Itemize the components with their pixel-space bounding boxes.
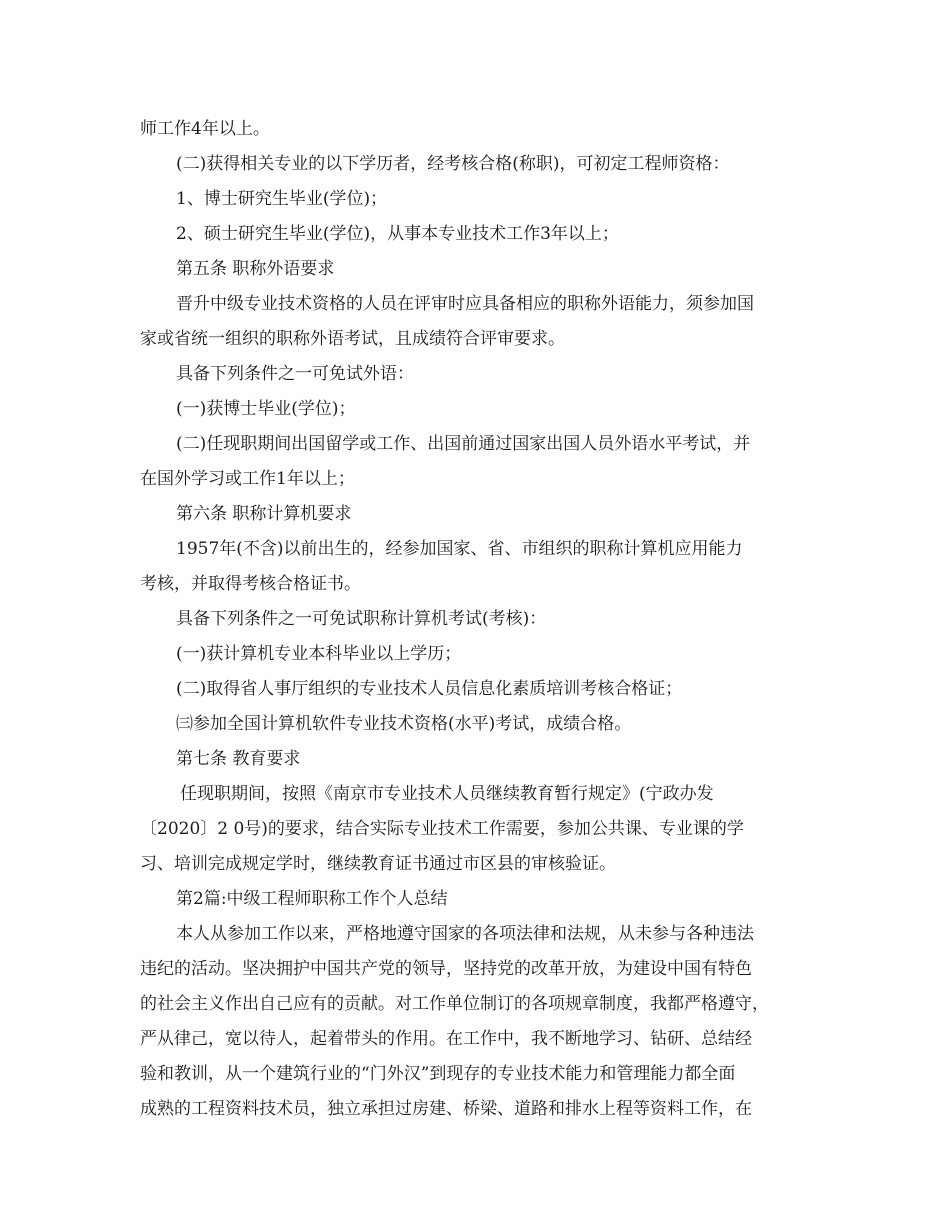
text-line: 成熟的工程资料技术员，独立承担过房建、桥梁、道路和排水上程等资料工作，在 xyxy=(140,1099,752,1119)
section-heading: 第七条 教育要求 xyxy=(176,749,301,769)
section-heading: 第五条 职称外语要求 xyxy=(176,259,335,279)
text-line: 1、博士研究生毕业(学位)； xyxy=(176,189,388,209)
text-line: 严从律己，宽以待人，起着带头的作用。在工作中，我不断地学习、钻研、总结经 xyxy=(140,1029,752,1049)
text-line: 在国外学习或工作1年以上； xyxy=(140,469,355,489)
text-line: ㈢参加全国计算机软件专业技术资格(水平)考试，成绩合格。 xyxy=(176,714,632,734)
text-line: 2、硕士研究生毕业(学位)，从事本专业技术工作3年以上； xyxy=(176,224,619,244)
text-line: 晋升中级专业技术资格的人员在评审时应具备相应的职称外语能力，须参加国 xyxy=(176,294,754,314)
text-line: 师工作4年以上。 xyxy=(140,119,270,139)
text-line: 具备下列条件之一可免试外语： xyxy=(176,364,414,384)
text-line: 具备下列条件之一可免试职称计算机考试(考核)： xyxy=(176,609,547,629)
text-line: 考核，并取得考核合格证书。 xyxy=(140,574,361,594)
text-line: 本人从参加工作以来，严格地遵守国家的各项法律和法规，从未参与各种违法 xyxy=(176,924,754,944)
text-line: (二)取得省人事厅组织的专业技术人员信息化素质培训考核合格证； xyxy=(176,679,683,699)
text-line: (二)任现职期间出国留学或工作、出国前通过国家出国人员外语水平考试，并 xyxy=(176,434,751,454)
text-line: 验和教训，从一个建筑行业的“门外汉”到现存的专业技术能力和管理能力都全面 xyxy=(140,1064,736,1084)
text-line: 任现职期间，按照《南京市专业技术人员继续教育暂行规定》(宁政办发 xyxy=(180,784,714,804)
text-line: 〔2020〕2 0号)的要求，结合实际专业技术工作需要，参加公共课、专业课的学 xyxy=(140,819,744,839)
text-line: 家或省统一组织的职称外语考试，且成绩符合评审要求。 xyxy=(140,329,565,349)
text-line: (一)获博士毕业(学位)； xyxy=(176,399,356,419)
text-line: (一)获计算机专业本科毕业以上学历； xyxy=(176,644,462,664)
text-line: 的社会主义作出自己应有的贡献。对工作单位制订的各项规章制度，我都严格遵守， xyxy=(140,994,769,1014)
text-line: 违纪的活动。坚决拥护中国共产党的领导，坚持党的改革开放，为建设中国有特色 xyxy=(140,959,752,979)
text-line: (二)获得相关专业的以下学历者，经考核合格(称职)，可初定工程师资格： xyxy=(176,154,730,174)
text-line: 1957年(不含)以前出生的，经参加国家、省、市组织的职称计算机应用能力 xyxy=(176,539,743,559)
section-heading: 第六条 职称计算机要求 xyxy=(176,504,352,524)
section-heading: 第2篇:中级工程师职称工作个人总结 xyxy=(176,889,448,909)
text-line: 习、培训完成规定学时，继续教育证书通过市区县的审核验证。 xyxy=(140,854,616,874)
